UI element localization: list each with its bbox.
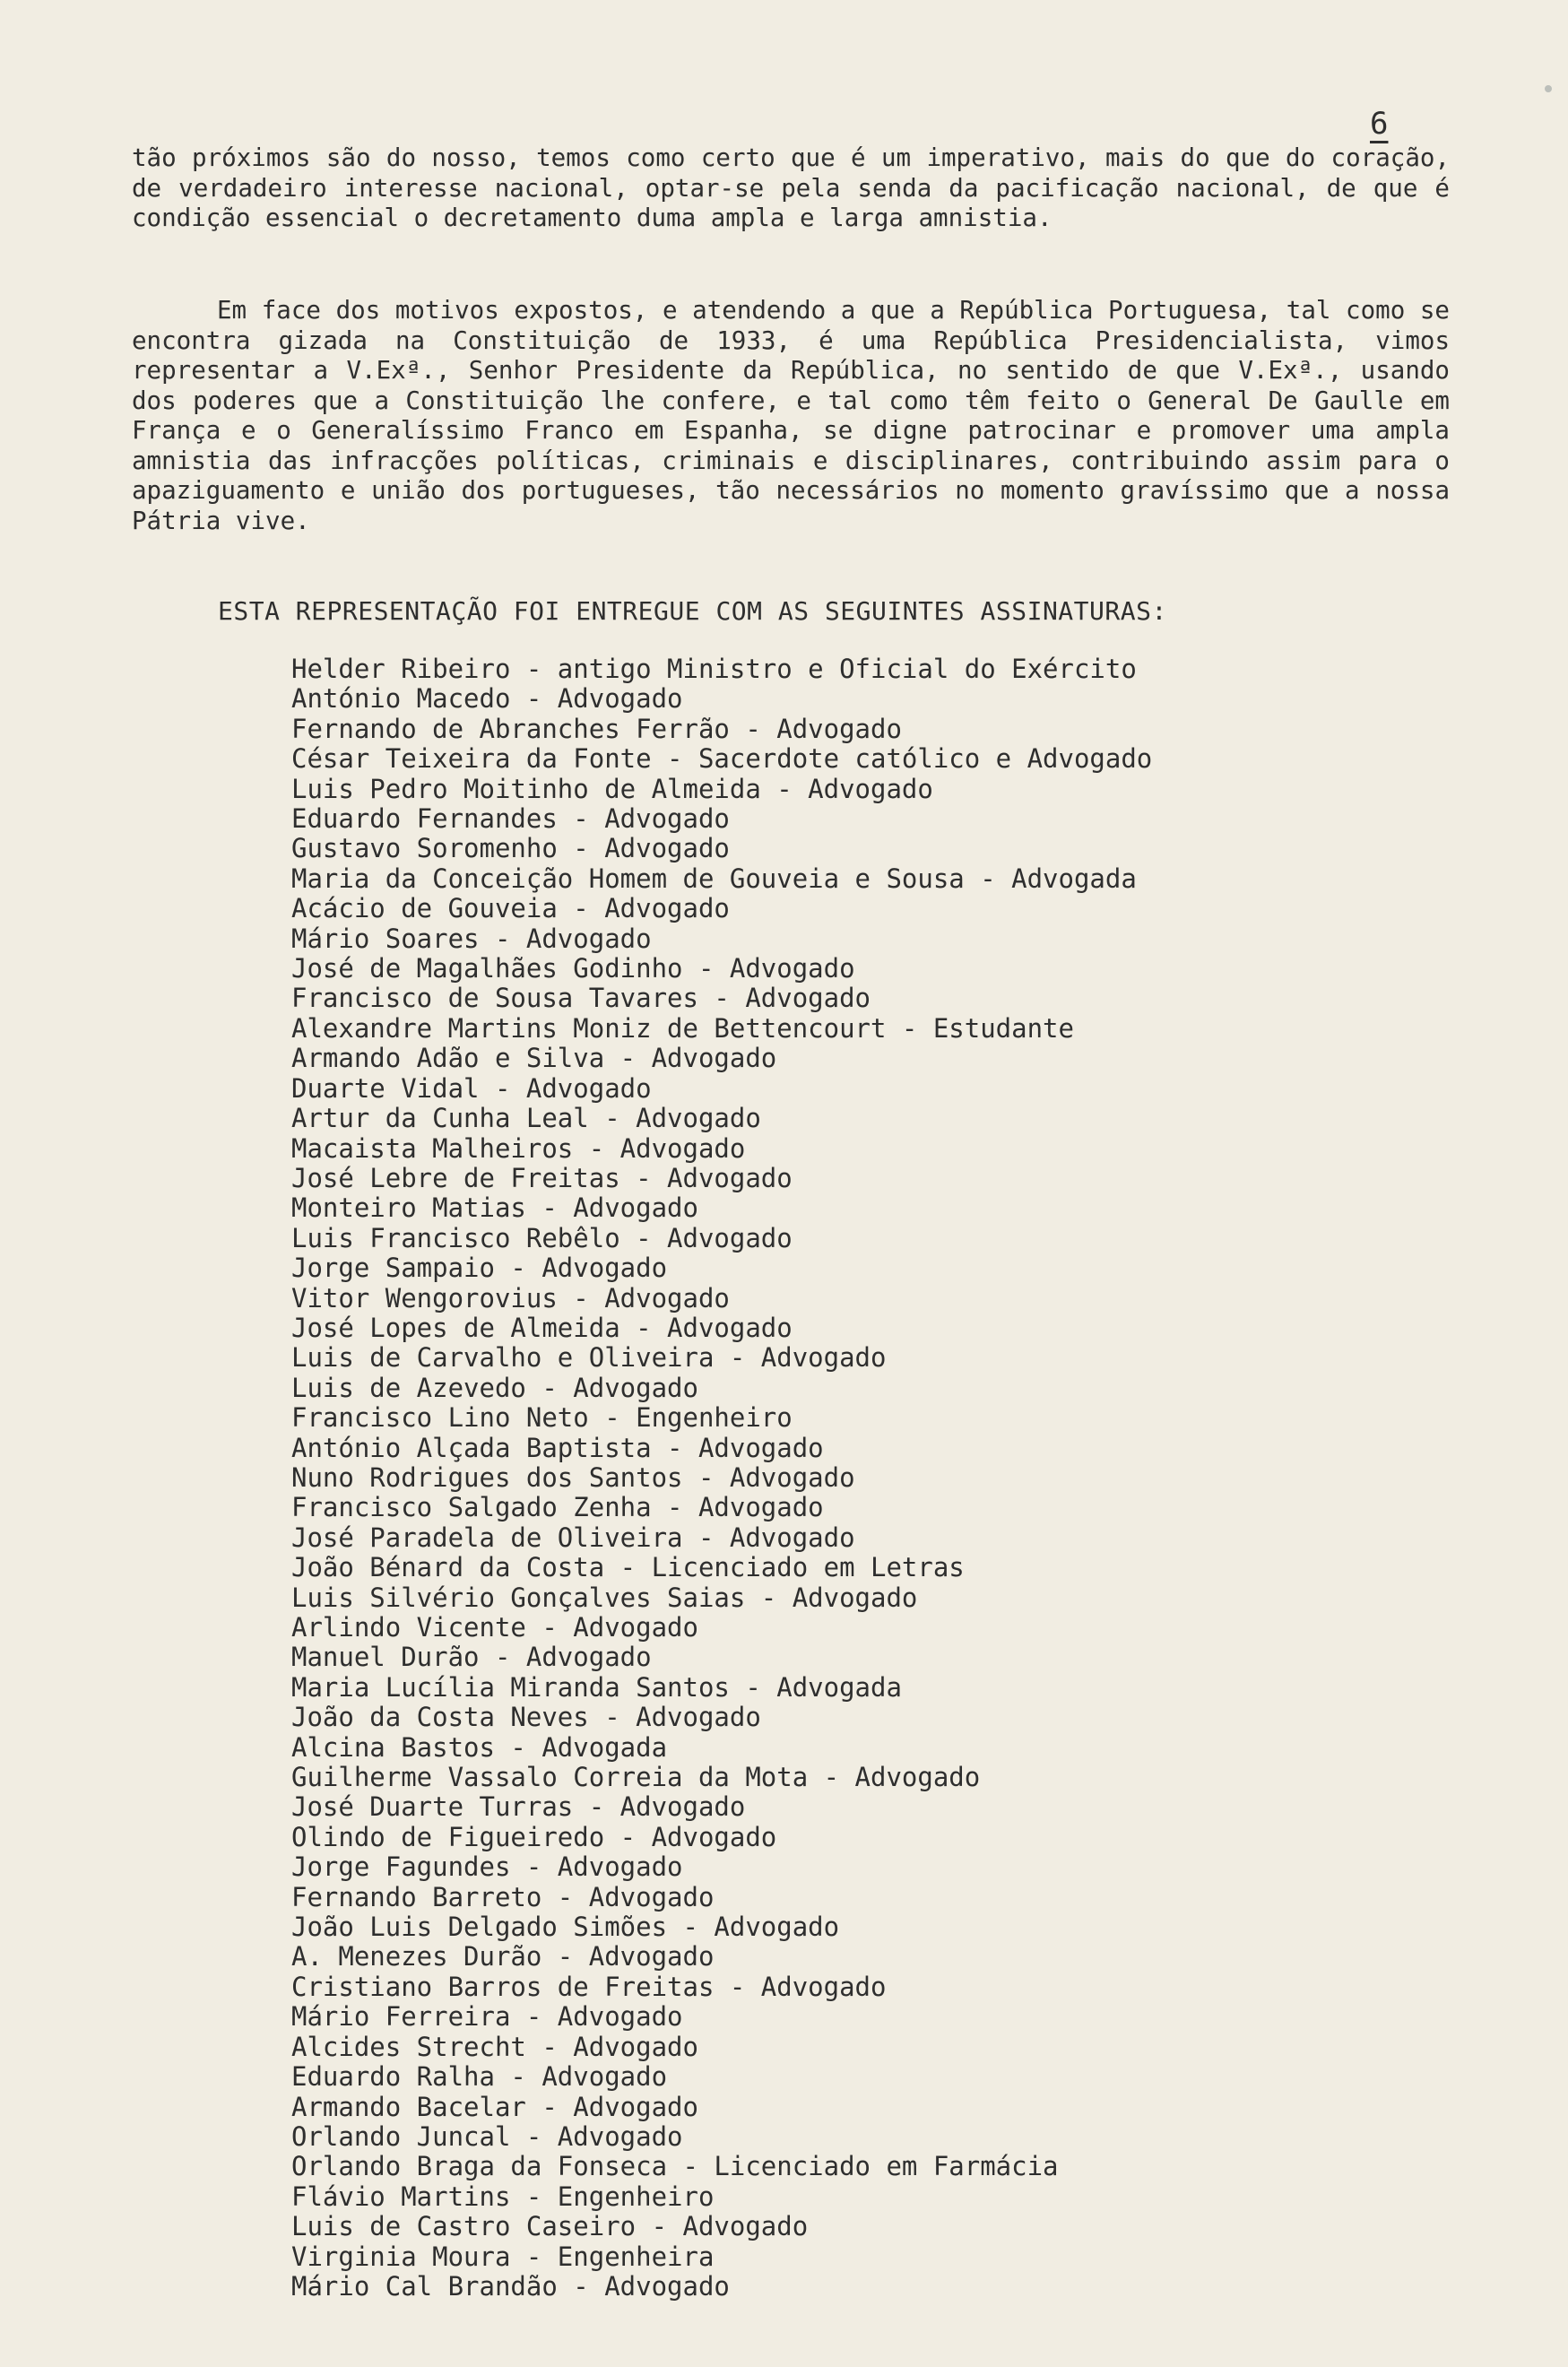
signatory-line: Luis Pedro Moitinho de Almeida - Advogado bbox=[291, 773, 933, 804]
signatory-line: José Lopes de Almeida - Advogado bbox=[291, 1312, 793, 1343]
signatory-line: César Teixeira da Fonte - Sacerdote católico e Advogado bbox=[291, 743, 1153, 775]
signatory-line: José de Magalhães Godinho - Advogado bbox=[291, 953, 855, 984]
signatory-line: José Lebre de Freitas - Advogado bbox=[291, 1162, 793, 1193]
signatory-line: Alcina Bastos - Advogada bbox=[291, 1731, 668, 1763]
signatory-line: Arlindo Vicente - Advogado bbox=[291, 1612, 698, 1643]
signatory-line: Armando Adão e Silva - Advogado bbox=[291, 1043, 777, 1074]
signatory-line: Luis Silvério Gonçalves Saias - Advogado bbox=[291, 1582, 918, 1613]
signatory-line: José Duarte Turras - Advogado bbox=[291, 1791, 746, 1823]
signatory-line: Eduardo Ralha - Advogado bbox=[291, 2061, 668, 2093]
signatory-line: Nuno Rodrigues dos Santos - Advogado bbox=[291, 1461, 855, 1493]
signatory-line: Orlando Juncal - Advogado bbox=[291, 2120, 683, 2152]
signatory-line: Maria da Conceição Homem de Gouveia e Sousa - Advogada bbox=[291, 863, 1137, 894]
signatory-line: Vitor Wengorovius - Advogado bbox=[291, 1282, 730, 1314]
signatory-line: Cristiano Barros de Freitas - Advogado bbox=[291, 1971, 887, 2002]
signatory-line: Alcides Strecht - Advogado bbox=[291, 2031, 698, 2062]
signatory-line: António Macedo - Advogado bbox=[291, 683, 683, 715]
signatory-line: Mário Ferreira - Advogado bbox=[291, 2001, 683, 2033]
signatory-line: João da Costa Neves - Advogado bbox=[291, 1702, 761, 1733]
signatory-line: João Luis Delgado Simões - Advogado bbox=[291, 1912, 840, 1943]
signatory-line: Artur da Cunha Leal - Advogado bbox=[291, 1103, 761, 1134]
signatory-line: Francisco de Sousa Tavares - Advogado bbox=[291, 983, 871, 1014]
signatory-line: Jorge Sampaio - Advogado bbox=[291, 1253, 668, 1284]
signatory-line: Luis de Azevedo - Advogado bbox=[291, 1372, 698, 1403]
signatory-line: Francisco Salgado Zenha - Advogado bbox=[291, 1492, 824, 1523]
signatory-line: Monteiro Matias - Advogado bbox=[291, 1192, 698, 1224]
signatory-line: Fernando Barreto - Advogado bbox=[291, 1881, 715, 1912]
signatory-line: João Bénard da Costa - Licenciado em Letras bbox=[291, 1552, 965, 1583]
signatory-line: Gustavo Soromenho - Advogado bbox=[291, 833, 730, 864]
page-number: 6 bbox=[1370, 106, 1389, 142]
signatory-line: Eduardo Fernandes - Advogado bbox=[291, 803, 730, 835]
signatory-line: Fernando de Abranches Ferrão - Advogado bbox=[291, 713, 902, 744]
signatory-line: Olindo de Figueiredo - Advogado bbox=[291, 1821, 777, 1852]
signatory-line: Mário Soares - Advogado bbox=[291, 923, 652, 954]
signatures-heading: ESTA REPRESENTAÇÃO FOI ENTREGUE COM AS SEGUINTES ASSINATURAS: bbox=[218, 596, 1167, 626]
signatory-line: A. Menezes Durão - Advogado bbox=[291, 1941, 715, 1972]
signatory-line: Guilherme Vassalo Correia da Mota - Advogado bbox=[291, 1762, 981, 1793]
signatory-line: Jorge Fagundes - Advogado bbox=[291, 1851, 683, 1883]
signatory-line: Manuel Durão - Advogado bbox=[291, 1642, 652, 1673]
signatory-line: Macaista Malheiros - Advogado bbox=[291, 1132, 746, 1164]
paper-stain bbox=[1545, 85, 1552, 92]
signatory-line: Luis de Carvalho e Oliveira - Advogado bbox=[291, 1342, 887, 1374]
signatory-line: Francisco Lino Neto - Engenheiro bbox=[291, 1402, 793, 1434]
signatories-list bbox=[291, 655, 1457, 2302]
signatory-line: Acácio de Gouveia - Advogado bbox=[291, 893, 730, 924]
signatory-line: Luis de Castro Caseiro - Advogado bbox=[291, 2211, 809, 2242]
signatory-line: Orlando Braga da Fonseca - Licenciado em Farmácia bbox=[291, 2151, 1059, 2182]
signatory-line: Mário Cal Brandão - Advogado bbox=[291, 2270, 730, 2302]
signatory-line: Helder Ribeiro - antigo Ministro e Oficial do Exército bbox=[291, 654, 1137, 684]
intro-paragraph: tão próximos são do nosso, temos como certo que é um imperativo, mais do que do coração, de verdadeiro interesse nacional, optar-se pela senda da pacificação nacional, de que é condição essencial o decretamento duma ampla e larga amnistia. bbox=[132, 143, 1450, 232]
signatory-line: Virginia Moura - Engenheira bbox=[291, 2241, 715, 2272]
signatory-line: Luis Francisco Rebêlo - Advogado bbox=[291, 1222, 793, 1253]
signatory-line: António Alçada Baptista - Advogado bbox=[291, 1432, 824, 1463]
signatory-line: José Paradela de Oliveira - Advogado bbox=[291, 1522, 855, 1553]
petition-paragraph: Em face dos motivos expostos, e atendendo a que a República Portuguesa, tal como se encontra gizada na Constituição de 1933, é uma República Presidencialista, vimos representar a V.Exª., Senhor Presidente da República, no sentido de que V.Exª., usando dos poderes que a Constituição lhe confere, e tal como têm feito o General De Gaulle em França e o Generalíssimo Franco em Espanha, se digne patrocinar e promover uma ampla amnistia das infracções políticas, criminais e disciplinares, contribuindo assim para o apaziguamento e união dos portugueses, tão necessários no momento gravíssimo que a nossa Pátria vive. bbox=[132, 296, 1450, 535]
signatory-line: Flávio Martins - Engenheiro bbox=[291, 2181, 715, 2212]
signatory-line: Alexandre Martins Moniz de Bettencourt - Estudante bbox=[291, 1012, 1074, 1044]
signatory-line: Duarte Vidal - Advogado bbox=[291, 1072, 652, 1104]
signatory-line: Armando Bacelar - Advogado bbox=[291, 2091, 698, 2122]
signatory-line: Maria Lucília Miranda Santos - Advogada bbox=[291, 1671, 902, 1703]
